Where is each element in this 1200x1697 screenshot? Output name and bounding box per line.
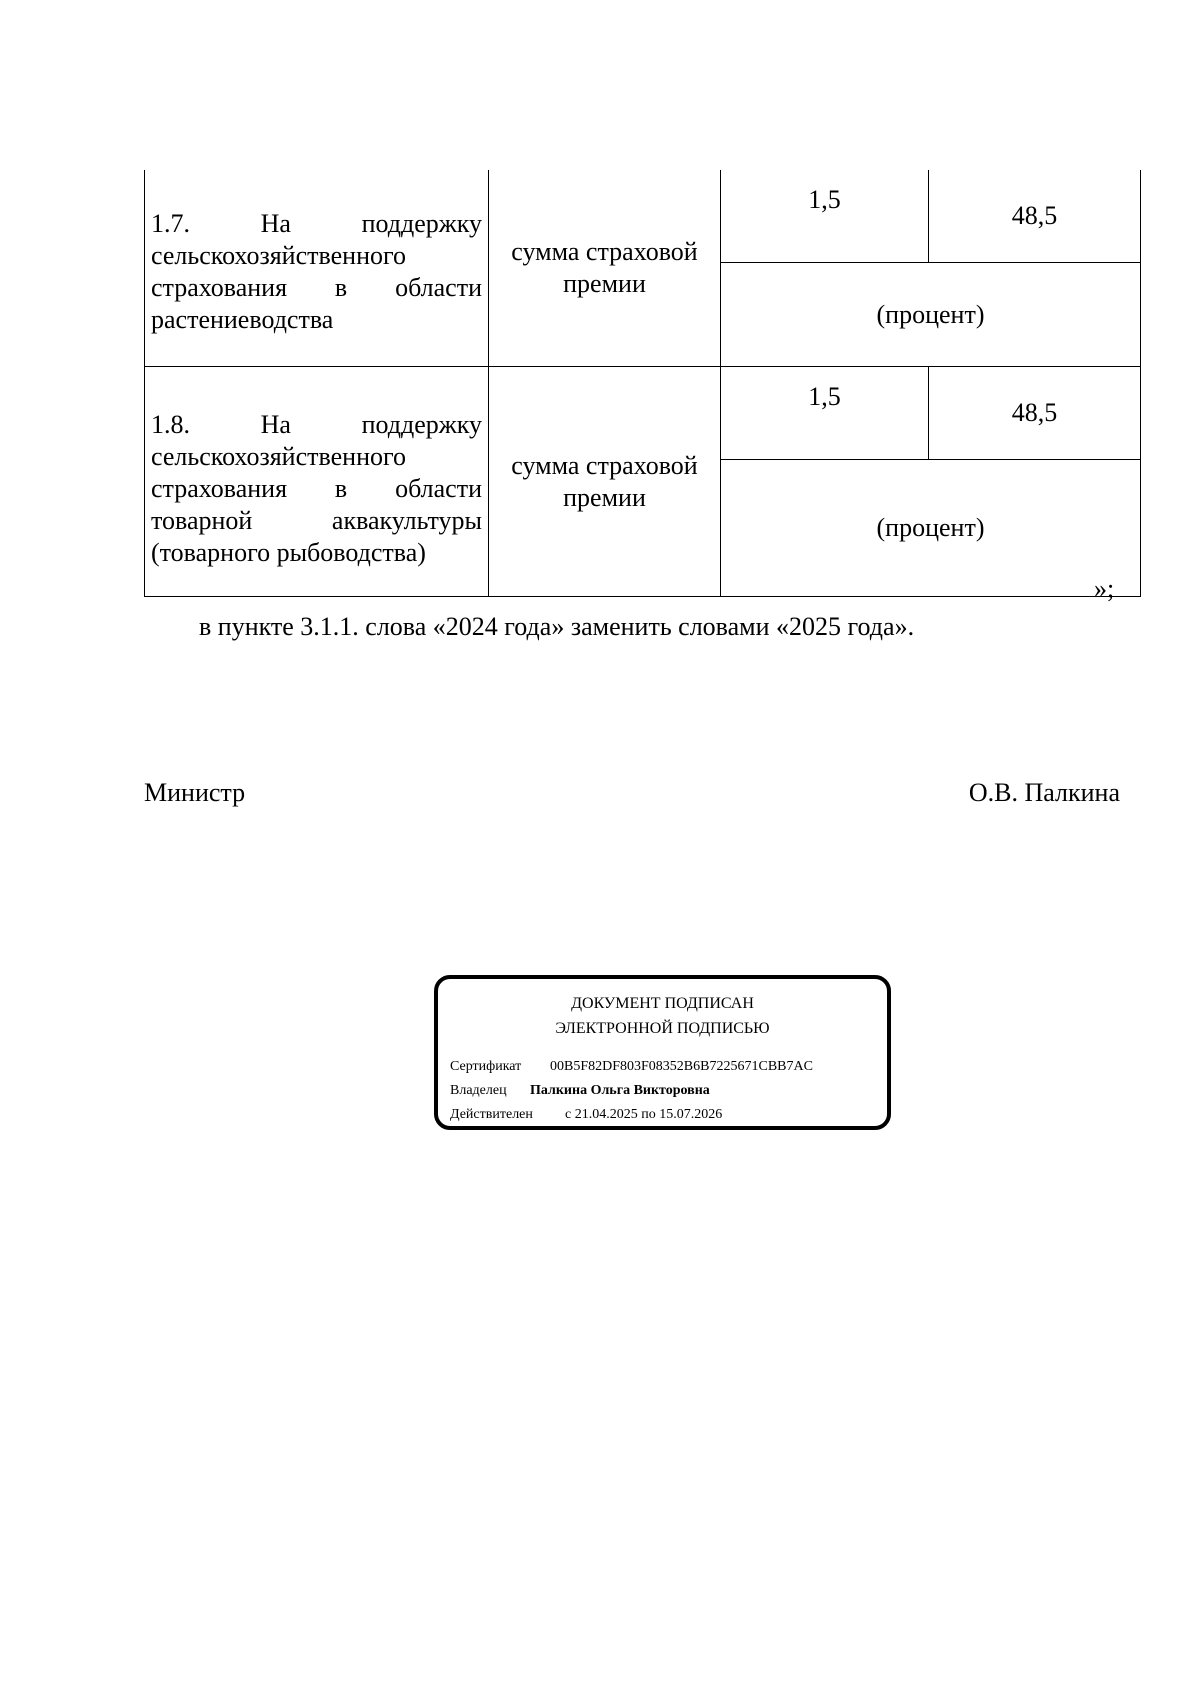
row-base: сумма страховой премии [511, 237, 698, 298]
closing-quote: »; [1094, 574, 1115, 603]
table-row [145, 367, 1141, 460]
row-base-cell [489, 170, 721, 367]
signatory-name: О.В. Палкина [968, 778, 1120, 807]
unit-cell [721, 460, 1141, 597]
subsidy-rates-table [144, 170, 1141, 597]
stamp-owner-row [450, 1083, 710, 1099]
row-description-cell [145, 367, 489, 597]
rate-value-cell [721, 170, 929, 263]
stamp-certificate-value: 00B5F82DF803F08352B6B7225671CBB7AC [550, 1059, 813, 1074]
stamp-validity-label: Действителен [450, 1107, 533, 1122]
stamp-owner-label: Владелец [450, 1083, 507, 1098]
unit-cell [721, 263, 1141, 367]
amendment-paragraph: в пункте 3.1.1. слова «2024 года» заменить словами «2025 года». [199, 612, 915, 641]
table-row [145, 170, 1141, 263]
stamp-validity-value: с 21.04.2025 по 15.07.2026 [565, 1107, 723, 1122]
stamp-title [438, 991, 887, 1041]
electronic-signature-stamp [434, 975, 891, 1130]
rate-value-cell [929, 170, 1141, 263]
stamp-certificate-row [450, 1059, 813, 1075]
row-description: 1.8. На поддержку сельскохозяйственного страхования в области товарной аквакультуры (товарного рыбоводства) [151, 409, 482, 567]
rate-value: 48,5 [1011, 398, 1058, 427]
rate-value-cell [929, 367, 1141, 460]
stamp-title-line: ДОКУМЕНТ ПОДПИСАН [571, 995, 754, 1012]
rate-value-cell [721, 367, 929, 460]
stamp-validity-row [450, 1107, 722, 1123]
row-base-cell [489, 367, 721, 597]
stamp-title-line: ЭЛЕКТРОННОЙ ПОДПИСЬЮ [555, 1020, 770, 1037]
row-base: сумма страховой премии [511, 450, 698, 512]
row-description-cell [145, 170, 489, 367]
stamp-owner-value: Палкина Ольга Викторовна [530, 1083, 710, 1098]
unit-label: (процент) [876, 513, 985, 542]
rate-value: 1,5 [808, 382, 841, 411]
stamp-certificate-label: Сертификат [450, 1059, 522, 1074]
rate-value: 48,5 [1011, 201, 1058, 230]
row-description: 1.7. На поддержку сельскохозяйственного страхования в области растениеводства [151, 209, 482, 334]
rate-value: 1,5 [808, 185, 841, 214]
signatory-position: Министр [144, 778, 246, 807]
unit-label: (процент) [876, 299, 985, 329]
